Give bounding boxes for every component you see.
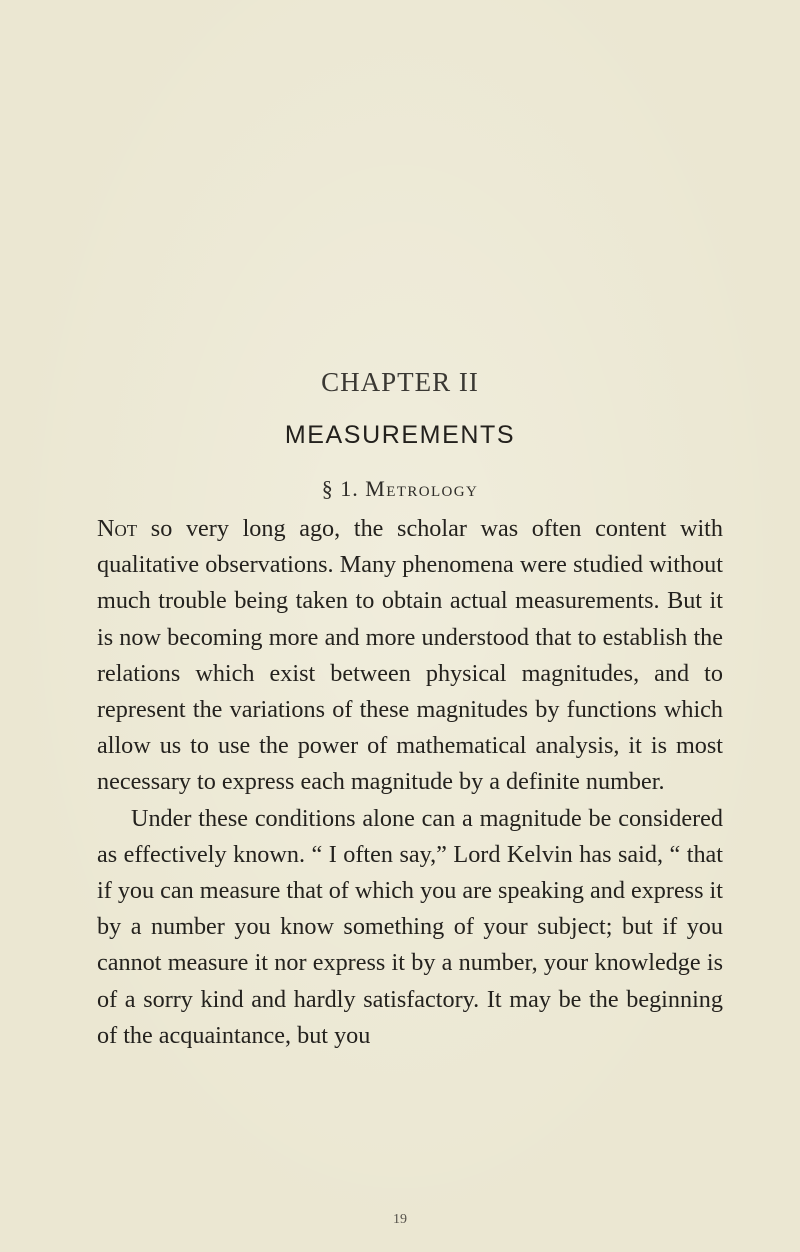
paragraph — [97, 511, 723, 801]
paragraph-lead-word: Not — [97, 515, 138, 542]
chapter-title: MEASUREMENTS — [284, 421, 516, 449]
body-text — [97, 511, 723, 1054]
paragraph-text: Under these conditions alone can a magnitude be considered as effectively known. “ I often say,” Lord Kelvin has said, “ that if you can measure that of which you are speaking and express it by a number you know something of your subject; but if you cannot measure it nor express it by a number, your knowledge is of a sorry kind and hardly satisfactory. It may be the beginning of the acquaintance, but you — [97, 804, 723, 1049]
section-heading — [0, 476, 800, 502]
section-title: Metrology — [365, 476, 479, 501]
section-marker: § 1. — [321, 476, 359, 501]
chapter-label: CHAPTER II — [321, 367, 479, 397]
paragraph-text: so very long ago, the scholar was often content with qualitative observations. Many phenomena were studied without much trouble being taken to obtain actual measurements. But it is now becoming more and more understood that to establish the relations which exist between physical magnitudes, and to represent the variations of these magnitudes by functions which allow us to use the power of mathematical analysis, it is most necessary to express each magnitude by a definite number. — [97, 515, 723, 796]
page-number: 19 — [393, 1212, 407, 1227]
paragraph — [97, 801, 723, 1054]
